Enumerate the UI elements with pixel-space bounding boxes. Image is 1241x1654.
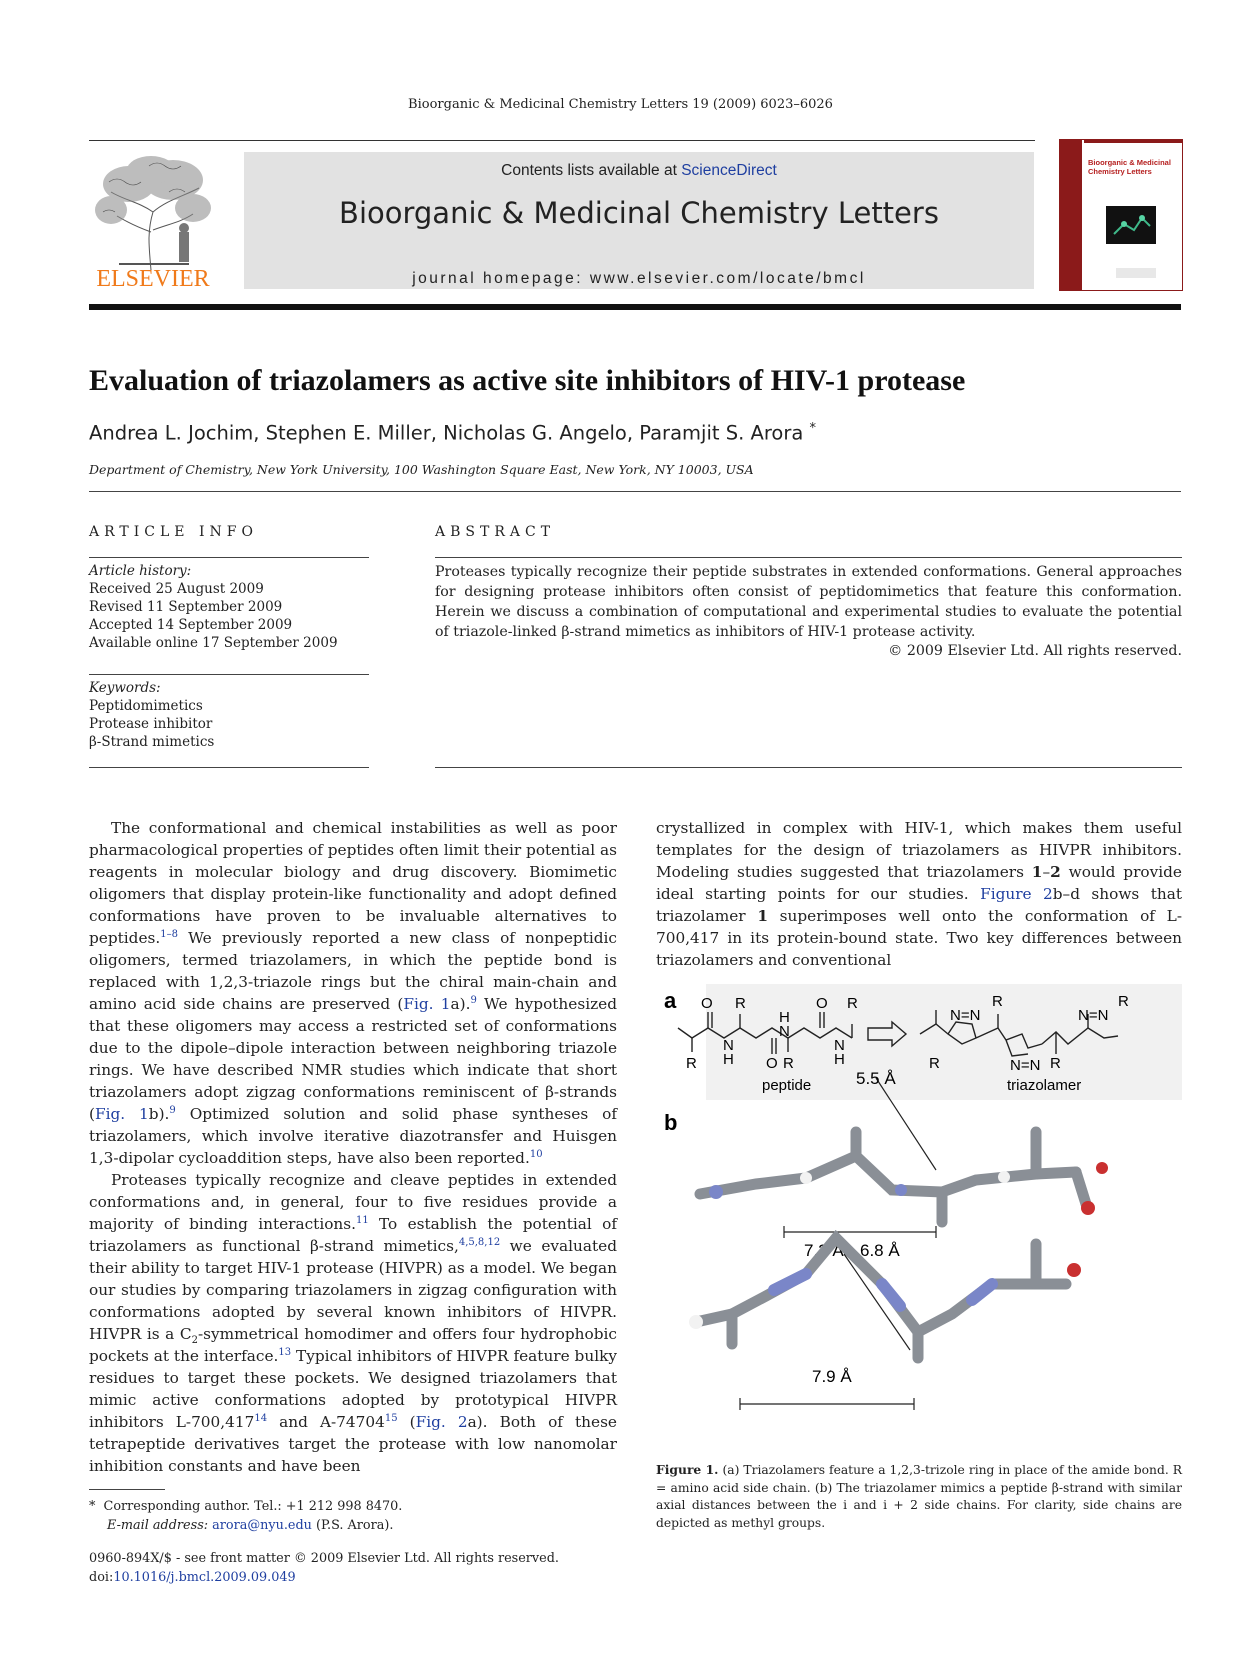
footnote-line (89, 1498, 402, 1517)
title-rule (89, 491, 1181, 492)
citation-link[interactable]: 9 (470, 994, 477, 1006)
corresponding-author-note: Corresponding author. Tel.: +1 212 998 8470. (103, 1499, 403, 1514)
keywords-rule (89, 674, 369, 675)
triazolamer-atom-r: R (929, 1055, 940, 1072)
citation-link[interactable]: 14 (254, 1412, 268, 1424)
triazole-atoms: N=N (1010, 1057, 1041, 1074)
keywords (89, 679, 214, 751)
peptide-atom-r: R (783, 1055, 794, 1072)
triazole-atoms: N=N (950, 1007, 981, 1024)
triazolamer-label: triazolamer (1007, 1077, 1082, 1094)
footnote-rule (89, 1489, 165, 1490)
peptide-atom-r: R (686, 1055, 697, 1072)
citation-link[interactable]: 10 (529, 1148, 543, 1160)
peptide-atom-r: R (847, 995, 858, 1012)
keyword-item: β-Strand mimetics (89, 734, 215, 750)
email-link[interactable]: arora@nyu.edu (212, 1517, 312, 1533)
body-left-column (89, 817, 617, 1477)
article-title: Evaluation of triazolamers as active site inhibitors of HIV-1 protease (89, 364, 966, 397)
footnote-mark: * (89, 1499, 96, 1514)
body-paragraph-2: Proteases typically recognize and cleave peptides in extended conformations and, in general, four to five residues provide a majority of binding interactions.$^{11}$ To establish the potential of triazolamers as functional β-strand mimetics,$^{4,5,8,12}$ we evaluated their ability to target HIV-1 protease (HIVPR) as a model. We began our studies by comparing triazolamers in zigzag configuration with conformations adopted by several known inhibitors of HIVPR. HIVPR is a $C_2$-symmetrical homodimer and offers four hydrophobic pockets at the interface.$^{13}$ Typical inhibitors of HIVPR feature bulky residues to target these pockets. We designed triazolamers that mimic active conformations adopted by prototypical HIVPR inhibitors L-700,417$^{14}$ and A-74704$^{15}$ (Fig. 2a). Both of these tetrapeptide derivatives target the protease with low nanomolar inhibition constants and have been (89, 1171, 617, 1475)
abstract-rule (435, 557, 1182, 558)
history-label: Article history: (89, 563, 192, 579)
keywords-label: Keywords: (89, 680, 161, 696)
author-list (89, 421, 816, 445)
figure-caption (656, 1461, 1182, 1532)
peptide-atom-h: H (723, 1051, 734, 1068)
abstract-text: Proteases typically recognize their peptide substrates in extended conformations. General approaches for designing protease inhibitors often consist of peptidomimetics that feature this conformation. Herein we discuss a combination of computational and experimental studies to evaluate the potential of triazole-linked β-strand mimetics as inhibitors of HIV-1 protease activity. (435, 564, 1182, 640)
header-thick-rule (89, 304, 1181, 310)
history-received: Received 25 August 2009 (89, 581, 264, 597)
figure-link[interactable]: Fig. 1 (94, 1105, 149, 1123)
distance-label: 6.8 Å (860, 1241, 900, 1260)
keyword-item: Protease inhibitor (89, 716, 213, 732)
figure-link[interactable]: Fig. 2 (415, 1413, 468, 1431)
email-label: E-mail address: (107, 1517, 213, 1533)
peptide-atom-o: O (701, 995, 713, 1012)
panel-a-label: a (664, 988, 677, 1013)
contents-prefix: Contents lists available at (501, 162, 682, 179)
corresponding-author-mark[interactable]: * (809, 421, 817, 436)
distance-markers-bottom (740, 1254, 914, 1410)
elsevier-wordmark: ELSEVIER (96, 266, 210, 292)
body-right-column (656, 817, 1182, 971)
citation-link[interactable]: 9 (169, 1104, 176, 1116)
figure-1 (656, 984, 1182, 1444)
citation-link[interactable]: 13 (278, 1346, 292, 1358)
peptide-atom-r: R (735, 995, 746, 1012)
article-history (89, 562, 338, 652)
figure-link[interactable]: Fig. 1 (403, 995, 451, 1013)
journal-banner (244, 152, 1034, 289)
doi-link[interactable]: 10.1016/j.bmcl.2009.09.049 (113, 1569, 296, 1585)
triazolamer-atom-r: R (1118, 993, 1129, 1010)
doi-line (89, 1569, 559, 1588)
journal-cover-thumbnail (1059, 139, 1183, 291)
affiliation: Department of Chemistry, New York University, 100 Washington Square East, New York, NY 10003, USA (89, 462, 754, 477)
journal-title: Bioorganic & Medicinal Chemistry Letters (339, 196, 939, 230)
subscript: 2 (191, 1335, 198, 1347)
peptide-atom-n: N (779, 1023, 790, 1040)
distance-label: 5.5 Å (856, 1069, 896, 1088)
citation-link[interactable]: 1–8 (160, 928, 178, 940)
citation-link[interactable]: 4,5,8,12 (458, 1236, 501, 1248)
peptide-3d-model (700, 1132, 1108, 1222)
abstract-bottom-rule (435, 767, 1182, 768)
peptide-atom-h: H (779, 1009, 790, 1026)
abstract-heading: ABSTRACT (435, 524, 556, 540)
compound-number: 2 (1050, 863, 1061, 881)
journal-homepage-link[interactable]: journal homepage: www.elsevier.com/locate/bmcl (412, 270, 866, 287)
peptide-label: peptide (762, 1077, 812, 1094)
history-accepted: Accepted 14 September 2009 (89, 617, 293, 633)
peptide-atom-n: N (723, 1037, 734, 1054)
caption-text: (a) Triazolamers feature a 1,2,3-trizole ring in place of the amide bond. R = amino acid side chain. (b) The triazolamer mimics a peptide β-strand with similar axial distances between the i and i + 2 side chains. For clarity, side chains are depicted as methyl groups. (656, 1463, 1182, 1530)
cover-molecule-icon (1106, 206, 1156, 244)
peptide-atom-n: N (834, 1037, 845, 1054)
triazole-atoms: N=N (1078, 1007, 1109, 1024)
distance-label: 7.9 Å (812, 1367, 852, 1386)
article-info-heading: ARTICLE INFO (89, 524, 258, 540)
citation-link[interactable]: 11 (356, 1214, 369, 1226)
figure-link[interactable]: Figure 2 (980, 885, 1053, 903)
peptide-atom-h: H (834, 1051, 845, 1068)
peptide-atom-o: O (816, 995, 828, 1012)
citation-link[interactable]: 15 (384, 1412, 398, 1424)
doi-label: doi: (89, 1569, 114, 1585)
front-matter-notice: 0960-894X/$ - see front matter © 2009 Elsevier Ltd. All rights reserved. (89, 1551, 559, 1566)
article-info-bottom-rule (89, 767, 369, 768)
cover-title: Bioorganic & Medicinal Chemistry Letters (1088, 158, 1171, 176)
journal-citation: Bioorganic & Medicinal Chemistry Letters 19 (2009) 6023–6026 (408, 97, 833, 112)
corresponding-author-footnote (89, 1498, 402, 1535)
header-rule (89, 140, 1035, 141)
keyword-item: Peptidomimetics (89, 698, 203, 714)
article-info-rule (89, 557, 369, 558)
history-online: Available online 17 September 2009 (89, 635, 338, 651)
triazolamer-atom-r: R (992, 993, 1003, 1010)
body-paragraph-3: crystallized in complex with HIV-1, which makes them useful templates for the design of triazolamers as HIVPR inhibitors. Modeling studies suggested that triazolamers 1–2 would provide ideal starting points for our studies. Figure 2b–d shows that triazolamer 1 superimposes well onto the conformation of L-700,417 in its protein-bound state. Two key differences between triazolamers and conventional (656, 819, 1182, 969)
sciencedirect-link[interactable]: ScienceDirect (681, 162, 777, 179)
triazolamer-atom-r: R (1050, 1055, 1061, 1072)
front-matter (89, 1550, 559, 1587)
body-paragraph-1: The conformational and chemical instabilities as well as poor pharmacological properties of peptides often limit their potential as reagents in molecular biology and drug discovery. Biomimetic oligomers that display protein-like functionality and adopt defined conformations have proven to be invaluable alternatives to peptides.$^{1-8}$ We previously reported a new class of nonpeptidic oligomers, termed triazolamers, in which the peptide bond is replaced with 1,2,3-triazole rings but the chiral main-chain and amino acid side chains are preserved (Fig. 1a).$^9$ We hypothesized that these oligomers may access a restricted set of conformations due to the dipole–dipole interaction between neighboring triazole rings. We have described NMR studies which indicate that short triazolamers adopt zigzag conformations reminiscent of β-strands (Fig. 1b).$^9$ Optimized solution and solid phase syntheses of triazolamers, which involve iterative diazotransfer and Huisgen 1,3-dipolar cycloaddition steps, have also been reported.$^{10}$ (89, 819, 617, 1167)
peptide-atom-o: O (766, 1055, 778, 1072)
caption-label: Figure 1. (656, 1462, 719, 1477)
email-line (89, 1517, 402, 1536)
contents-line (244, 162, 1034, 180)
compound-number: 1 (1031, 863, 1043, 881)
compound-number: 1 (757, 907, 768, 925)
history-revised: Revised 11 September 2009 (89, 599, 283, 615)
abstract-copyright: © 2009 Elsevier Ltd. All rights reserved. (888, 643, 1182, 659)
authors: Andrea L. Jochim, Stephen E. Miller, Nicholas G. Angelo, Paramjit S. Arora (89, 421, 804, 445)
distance-label: 7.2 Å (804, 1241, 844, 1260)
panel-b-label: b (664, 1110, 678, 1135)
email-suffix: (P.S. Arora). (311, 1517, 394, 1533)
